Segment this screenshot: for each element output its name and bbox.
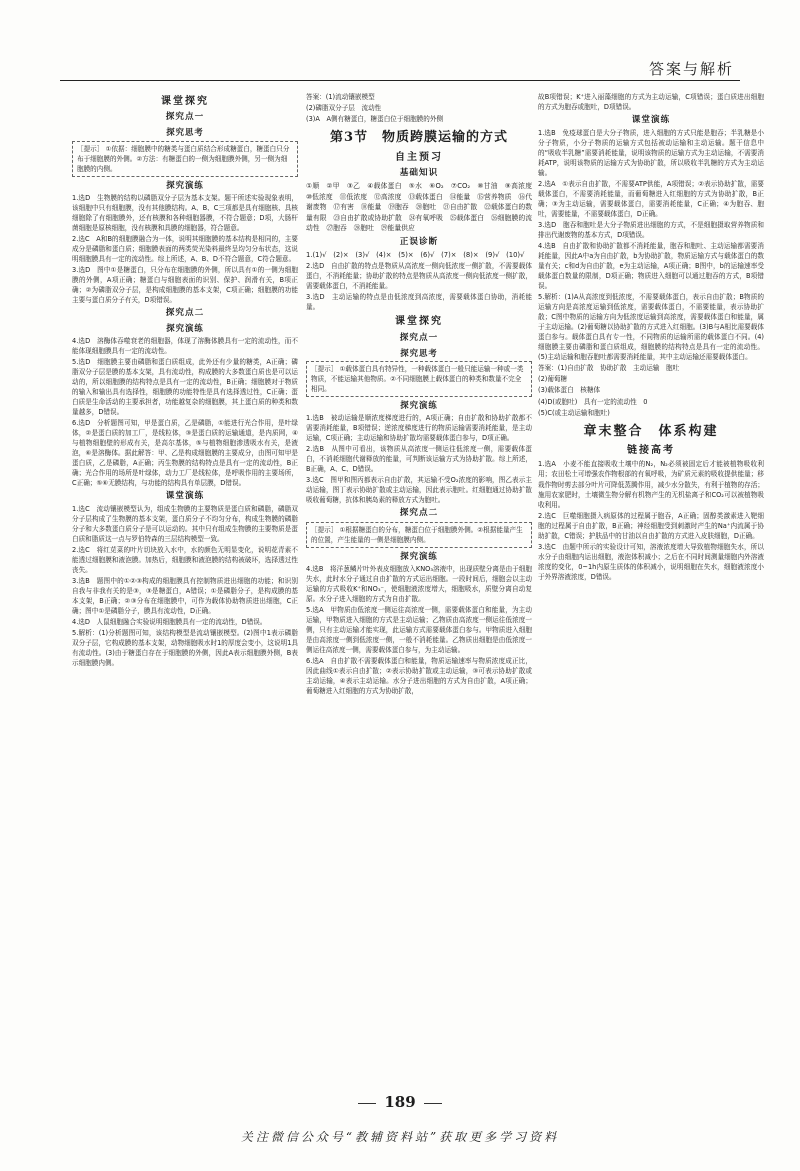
subsection-heading: 探究点一 <box>165 112 205 123</box>
paragraph: (3)载体蛋白 核糖体 <box>538 386 601 395</box>
answer-grid: 1.(1)√ (2)× (3)√ (4)× (5)× (6)√ (7)× (8)× (9)√ (10)√ <box>306 250 525 259</box>
minor-heading: 探究演练 <box>400 551 438 562</box>
paragraph: 6.选A 自由扩散不需要载体蛋白和能量，物质运输速率与物质浓度成正比，因此曲线①表示自由扩散；②表示协助扩散或主动运输，③可表示协助扩散或主动运输，④表示主动运输。水分子进出细胞的方式为自由扩散，A项正确；葡萄糖进入红细胞的方式为协助扩散， <box>306 657 532 696</box>
section-heading: 课堂探究 <box>395 316 443 328</box>
subsection-heading: 基础知识 <box>399 167 439 178</box>
paragraph: (2)葡萄糖 <box>538 375 568 384</box>
paragraph: 5.选A 甲物质由低浓度一侧运往高浓度一侧，需要载体蛋白和能量，为主动运输，甲物质进入细胞的方式是主动运输；乙物质由高浓度一侧运往低浓度一侧，只有主动运输才能实现，此运输方式需要载体蛋白参与。甲物质进入细胞是由高浓度一侧到低浓度一侧，一般不消耗能量。乙物质出细胞是由低浓度一侧运往高浓度一侧，需要载体蛋白参与，为主动运输。 <box>306 606 532 655</box>
page-number: 189 <box>0 1093 800 1111</box>
minor-heading: 探究演练 <box>400 400 438 411</box>
paragraph: 3.选D 胞吞和胞吐是大分子物质进出细胞的方式，不是细胞摄取营养物质和排出代谢废物的基本方式，D项错误。 <box>538 221 764 240</box>
paragraph: 答案：(1)流动镶嵌模型 <box>306 93 375 101</box>
paragraph: 1.选D 生物膜的结构以磷脂双分子层为基本支架。题干所述实验现象表明，该细胞中只有细胞膜，没有其他膜结构。A、B、C三项都是具有细胞核、具核细胞除了有细胞膜外，还有核膜和各种细胞器膜，不符合题意；D项，大肠杆菌细胞是原核细胞，没有核膜和具膜的细胞器，符合题意。 <box>72 193 298 232</box>
answer-grid: ①顺 ②甲 ③乙 ④载体蛋白 ⑤水 ⑥O₂ ⑦CO₂ ⑧甘油 ⑨高浓度 ⑩低浓度 ⑪低浓度 ⑫高浓度 ⑬载体蛋白 ⑭能量 ⑮营养物质 ⑯代谢废物 ⑰有害 ⑱能量 ⑲胞吞 ⑳胞吐 ㉑自由扩散 ㉒载体蛋白的数量有限 ㉓自由扩散或协助扩散 ㉔有氧呼吸 ㉕载体蛋白 ㉖细胞膜的流动性 ㉗胞吞 ㉘胞吐 ㉙能量供应 <box>306 182 539 233</box>
column-left <box>72 92 298 669</box>
subsection-heading: 探究点一 <box>399 332 439 343</box>
paragraph: 3.选D 主动运输的特点是由低浓度到高浓度，需要载体蛋白协助，消耗能量。 <box>306 293 532 312</box>
paragraph: 5.解析：(1)A从高浓度到低浓度，不需要载体蛋白，表示自由扩散；B物质的运输方向是高浓度运输到低浓度，需要载体蛋白，不需要能量，表示协助扩散；C图中物质的运输方向为低浓度运输到高浓度，需要载体蛋白和能量，属于主动运输。(2)葡萄糖以协助扩散的方式进入红细胞。(3)B与A相比需要载体蛋白参与。载体蛋白具有专一性，不同物质的运输所需的载体蛋白不同。(4)细胞膜主要由磷脂和蛋白质组成，细胞膜的结构特点是具有一定的流动性。(5)主动运输和胞吞胞吐都需要消耗能量，其中主动运输还需要载体蛋白。 <box>538 293 764 362</box>
paragraph: 2.选C 将红苋菜的叶片切块放入水中，水的颜色无明显变化，说明花青素不能透过细胞膜和液泡膜。加热后，细胞膜和液泡膜的结构被破坏，选择透过性丧失。 <box>72 546 298 575</box>
paragraph: 5.选D 细胞膜主要由磷脂和蛋白质组成，此外还有少量的糖类，A正确；磷脂双分子层是膜的基本支架，具有流动性，构成膜的大多数蛋白质也是可以运动的，所以细胞膜的结构特点是具有一定的流动性，B正确；细胞膜对于物质的输入和输出具有选择性，细胞膜的功能特性是具有选择透过性，C正确；蛋白质是生命活动的主要承担者，功能越复杂的细胞膜，其上蛋白质的种类和数量越多，D错误。 <box>72 357 298 416</box>
paragraph: 2.选A ①表示自由扩散，不需要ATP供能，A项错误；②表示协助扩散，需要载体蛋白，不需要消耗能量，而葡萄糖进入红细胞的方式为协助扩散，B正确；③为主动运输，需要载体蛋白，需要消耗能量，C正确；④为胞吞、胞吐，需要能量，不需要载体蛋白，D正确。 <box>538 180 764 219</box>
section-heading: 课堂探究 <box>161 96 209 107</box>
paragraph: 5.解析：(1)分析题图可知，该结构模型是流动镶嵌模型。(2)图中1表示磷脂双分子层，它构成膜的基本支架，动物细胞吸水时1的厚度会变小，这说明1具有流动性。(3)由于糖蛋白存在于细胞膜的外侧，因此A表示细胞膜外侧，B表示细胞膜内侧。 <box>72 629 298 668</box>
paragraph: 2.选D 自由扩散的特点是物质从高浓度一侧向低浓度一侧扩散，不需要载体蛋白，不消耗能量；协助扩散的特点是物质从高浓度一侧向低浓度一侧扩散，需要载体蛋白，不消耗能量。 <box>306 262 532 291</box>
paragraph: 2.选B 从图中可看出，该物质从高浓度一侧运往低浓度一侧，需要载体蛋白，不消耗细胞代谢释放的能量，可判断该运输方式为协助扩散。综上所述，B正确，A、C、D错误。 <box>306 445 532 474</box>
paragraph: 3.选D 图中①是糖蛋白，只分布在细胞膜的外侧，所以具有①的一侧为细胞膜的外侧，A项正确；糖蛋白与细胞表面的识别、保护、润滑有关，B项正确；②为磷脂双分子层，是构成细胞膜的基本支架，C项正确；细胞膜的功能主要与蛋白质分子有关，D项错误。 <box>72 265 298 304</box>
header-rule <box>60 80 740 81</box>
subsection-heading: 探究点二 <box>165 308 205 318</box>
page-header <box>0 0 800 78</box>
header-title: 答案与解析 <box>648 60 734 78</box>
paragraph: (2)磷脂双分子层 流动性 <box>306 104 382 113</box>
subsection-heading: 课堂演练 <box>165 491 205 502</box>
minor-heading: 探究演练 <box>166 180 204 191</box>
hint-box: ［提示］ ①载体蛋白具有特异性，一种载体蛋白一般只能运输一种或一类物质，不能运输其他物质。②不同细胞膜上载体蛋白的种类和数量不完全相同。 <box>306 361 532 397</box>
paragraph: 2.选C 巨噬细胞摄入病原体的过程属于胞吞，A正确；固醇类激素进入靶细胞的过程属于自由扩散，B正确；神经细胞受到刺激时产生的Na⁺内流属于协助扩散，C错误；护肤品中的甘油以自由扩散的方式进入皮肤细胞，D正确。 <box>538 511 764 540</box>
column-middle <box>306 92 539 697</box>
minor-heading: 探究思考 <box>166 127 204 138</box>
paragraph: 4.选B 将洋葱鳞片叶外表皮细胞放入KNO₃溶液中，出现质壁分离是由于细胞失水，此时水分子通过自由扩散的方式运出细胞。一段时间后，细胞会以主动运输的方式吸收K⁺和NO₃⁻，使细胞液浓度增大，细胞吸水，质壁分离自动复原。水分子进入细胞的方式为自由扩散。 <box>306 565 532 604</box>
chapter-summary-heading: 章末整合 体系构建 <box>583 423 719 439</box>
minor-heading: 探究思考 <box>400 347 438 358</box>
paragraph: 4.选D 人鼠细胞融合实验说明细胞膜具有一定的流动性，D错误。 <box>72 618 267 627</box>
paragraph: (3)A A侧有糖蛋白，糖蛋白位于细胞膜的外侧 <box>306 115 444 124</box>
section-heading: 自主预习 <box>395 151 443 163</box>
paragraph: 3.选C 图甲和图丙都表示自由扩散，其运输不受O₂浓度的影响，图乙表示主动运输，图丁表示协助扩散或主动运输，因此表示胞吐。红细胞通过协助扩散吸收葡萄糖，抗体和胰岛素的释放方式为胞吐。 <box>306 476 532 505</box>
paragraph: 6.选D 分析题图可知，甲是蛋白质，乙是磷脂，①能进行光合作用，是叶绿体，②是蛋白质的加工厂，是线粒体，③是蛋白质的运输通道，是内质网，④与植物细胞壁的形成有关，是高尔基体，⑤与植物细胞渗透吸水有关，是液泡，⑥是溶酶体。据此解答：甲、乙是构成细胞膜的主要成分，由图可知甲是蛋白质，乙是磷脂，A正确；丙生物膜的结构特点是具有一定的流动性，B正确；光合作用的场所是叶绿体，动力工厂是线粒体，是呼吸作用的主要场所，C正确；⑤⑥无膜结构，与功能的结构具有单层膜，D错误。 <box>72 418 298 488</box>
paragraph: 故B项错误；K⁺进入丽藻细胞的方式为主动运输，C项错误；蛋白质进出细胞的方式为胞吞或胞吐，D项错误。 <box>538 93 764 112</box>
paragraph: 1.选A 小麦不能直接吸收土壤中的N₂，N₂必须被固定后才能被植物吸收利用；农田松土可增强农作物根部的有氧呼吸，为矿质元素的吸收提供能量；移栽作物时剪去部分叶片可降低蒸腾作用，减少水分散失，有利于植物的存活；施用农家肥时，土壤微生物分解有机物产生的无机盐离子和CO₂可以被植物吸收利用。 <box>538 460 764 509</box>
paragraph: 3.选C 由题中所示的实验设计可知，溶液浓度增大导致植物细胞失水，所以水分子由细胞内运出细胞，液泡体积减小；之后在不同时间测量细胞内外溶液浓度的变化，0~1h内原生质体的体积减小，说明细胞在失水，细胞液浓度小于外界溶液浓度，D错误。 <box>538 542 764 581</box>
chapter-heading: 第3节 物质跨膜运输的方式 <box>329 130 509 146</box>
hint-box: ［提示］ ①根据糖蛋白的分布，糖蛋白位于细胞膜外侧。②根据能量产生的位置，产生能量的一侧是细胞膜内侧。 <box>306 522 532 548</box>
paragraph: 2.选C A和B的细胞膜融合为一体，说明其细胞膜的基本结构是相同的，主要成分是磷脂和蛋白质；细胞膜表面的两类荧光染料最终呈均匀分布状态，这说明细胞膜具有一定的流动性。综上所述，A、B、D不符合题意，C符合题意。 <box>72 234 298 263</box>
paragraph: 1.选B 免疫球蛋白是大分子物质，进入细胞的方式只能是胞吞；半乳糖是小分子物质，小分子物质的运输方式包括被动运输和主动运输。题干信息中的“吸收半乳糖”需要消耗能量，说明该物质的运输方式为主动运输，不需要消耗ATP，说明该物质的运输方式为协助扩散，所以吸收半乳糖的方式为主动运输。 <box>538 129 764 178</box>
minor-heading: 探究演练 <box>166 323 204 334</box>
subsection-heading: 课堂演练 <box>631 115 671 126</box>
footer-note: 关注微信公众号“教辅资料站”获取更多学习资料 <box>240 1130 560 1144</box>
column-right <box>538 92 764 583</box>
paragraph: 4.选D 溶酶体吞噬衰老的细胞器，体现了溶酶体膜具有一定的流动性，而不能体现细胞膜具有一定的流动性。 <box>72 336 298 355</box>
subsection-heading: 探究点二 <box>399 508 439 519</box>
subsection-heading: 正误诊断 <box>399 236 439 247</box>
paragraph: 1.选C 流动镶嵌模型认为，组成生物膜的主要物质是蛋白质和磷脂，磷脂双分子层构成了生物膜的基本支架，蛋白质分子不均匀分布，构成生物膜的磷脂分子和大多数蛋白质分子是可以运动的。其中只有组成生物膜的主要物质是蛋白质和脂质这一点与罗伯特森的三层结构模型一致。 <box>72 505 298 544</box>
paragraph: (4)D(或胞吐) 具有一定的流动性 0 <box>538 397 648 406</box>
hint-box: ［提示］ ①依据：细胞膜中的糖类与蛋白质结合形成糖蛋白，糖蛋白只分布于细胞膜的外侧。②方法：有糖蛋白的一侧为细胞膜外侧，另一侧为细胞膜的内侧。 <box>72 141 298 177</box>
paragraph: 4.选B 自由扩散和协助扩散都不消耗能量，胞吞和胞吐、主动运输都需要消耗能量，因此A中a为自由扩散，b为协助扩散，物质运输方式与载体蛋白的数量有关；c和d为自由扩散，e为主动运输，A项正确；B图中，b的运输速率受载体蛋白数量的限制，D项正确；物质进入细胞可以通过胞吞的方式，B项错误。 <box>538 242 764 291</box>
paragraph: 1.选B 被动运输是顺浓度梯度进行的，A项正确；自由扩散和协助扩散都不需要消耗能量，B项错误；逆浓度梯度进行的物质运输需要消耗能量，是主动运输，C项正确；主动运输和协助扩散均需要载体蛋白参与，D项正确。 <box>306 414 532 443</box>
section-heading: 链接高考 <box>627 445 675 457</box>
paragraph: 3.选B 题图中的①②③构成的细胞膜具有控制物质进出细胞的功能；和识别自我与非我有关的是③，③是糖蛋白，A错误；①是磷脂分子，是构成膜的基本支架，B正确；②③分布在细胞膜中，可作为载体协助物质进出细胞，C正确；图中①是磷脂分子，膜具有流动性，D正确。 <box>72 577 298 616</box>
paragraph: 答案：(1)自由扩散 协助扩散 主动运输 胞吐 <box>538 364 680 373</box>
paragraph: (5)C(或主动运输和胞吐) <box>538 408 610 417</box>
